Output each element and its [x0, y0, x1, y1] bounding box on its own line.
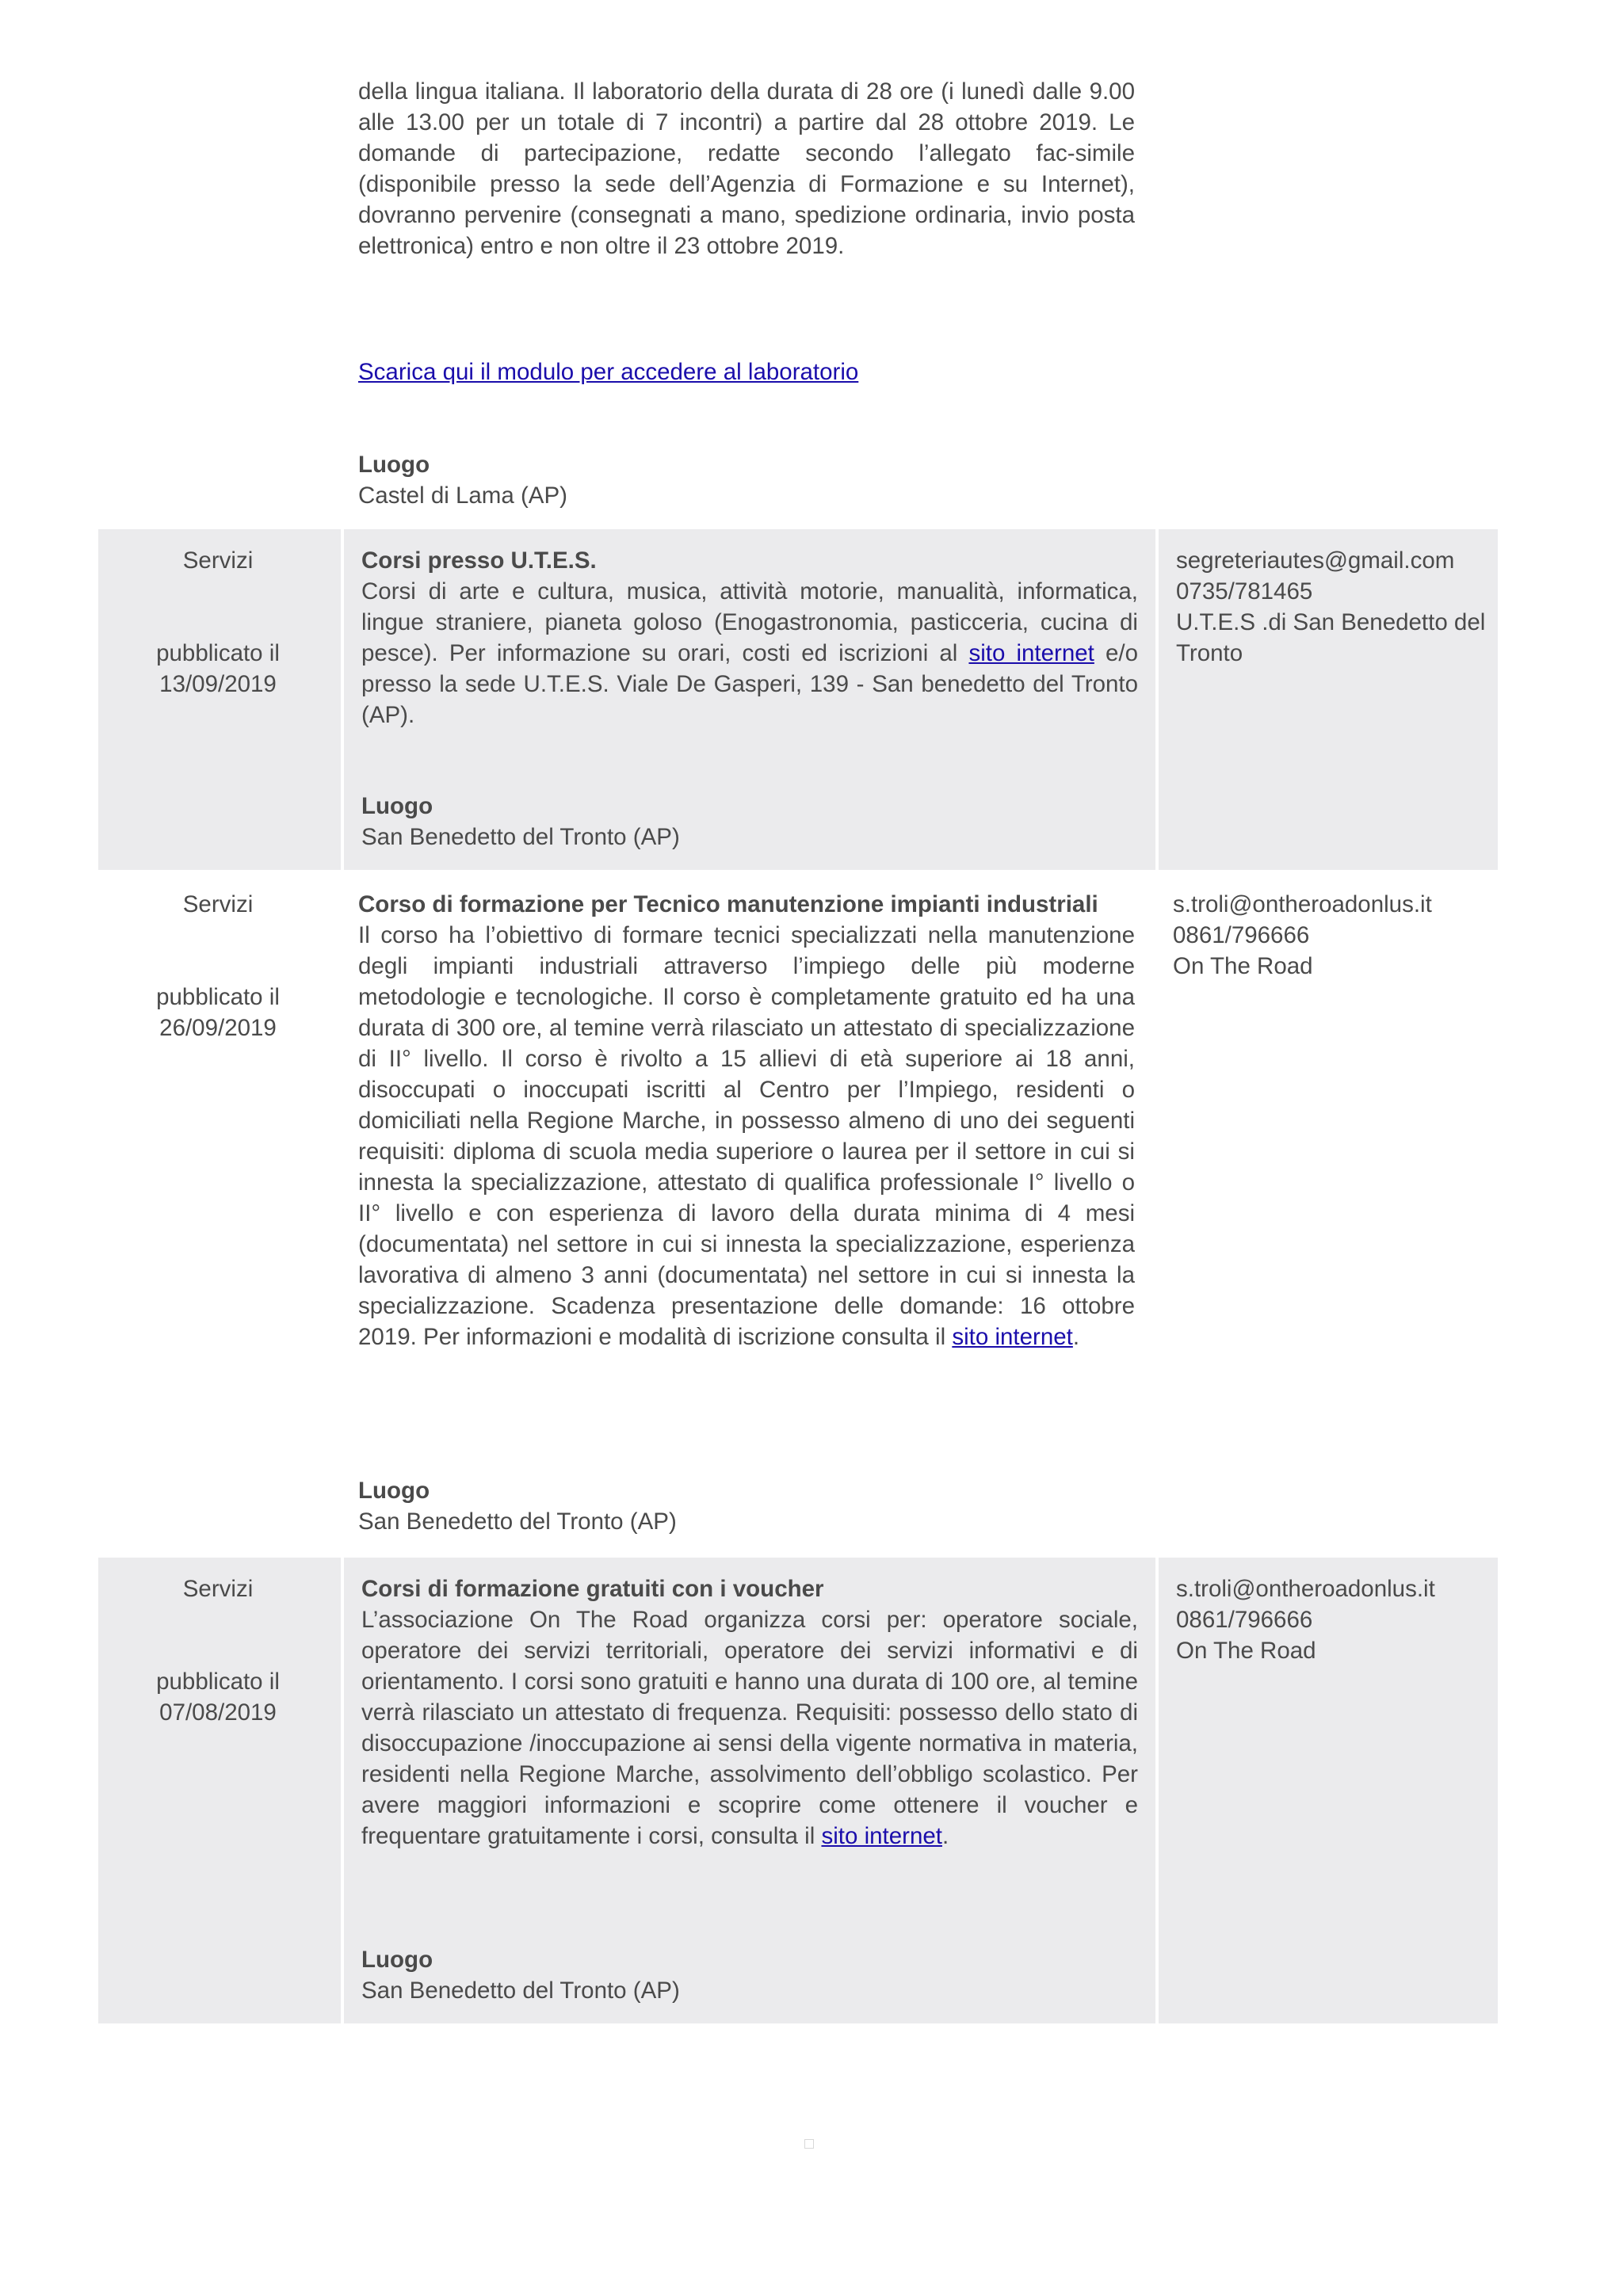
category-label: Servizi [182, 891, 254, 917]
listing-title: Corsi di formazione gratuiti con i voucher [361, 1576, 824, 1602]
category-cell [98, 529, 338, 870]
listing-row [98, 1558, 1498, 2023]
category-cell [98, 873, 338, 1554]
page-marker [804, 2139, 814, 2149]
listing-location [361, 791, 1138, 852]
listing-row [98, 529, 1498, 870]
listing-body: L’associazione On The Road organizza corsi per: operatore sociale, operatore dei servizi territoriali, operatore dei servizi informativi e di orientamento. I corsi sono gratuiti e hanno una durata di 100 ore, al temine verrà rilasciato un attestato di frequenza. Requisiti: possesso dello stato di disoccupazione /inoccupazione ai sensi della vigente normativa in materia, residenti nella Regione Marche, assolvimento dell’obbligo scolastico. Per avere maggiori informazioni e scoprire come ottenere il voucher e frequentare gratuitamente i corsi, consulta il sito internet. [361, 1607, 1138, 1849]
listing-title: Corsi presso U.T.E.S. [361, 547, 597, 574]
contact-org: On The Road [1176, 1638, 1316, 1664]
description-cell [341, 873, 1152, 1554]
contact-org: U.T.E.S .di San Benedetto del Tronto [1176, 609, 1486, 666]
published-label: pubblicato il [156, 984, 280, 1010]
category-cell [98, 1558, 338, 2023]
website-link[interactable]: sito internet [968, 640, 1094, 666]
listing-body: Corsi di arte e cultura, musica, attività motorie, manualità, informatica, lingue straniere, pianeta goloso (Enogastronomia, pasticceria, cucina di pesce). Per informazione su orari, costi ed iscrizioni al sito internet e/o presso la sede U.T.E.S. Viale De Gasperi, 139 - San benedetto del Tronto (AP). [361, 578, 1138, 728]
intro-section [358, 76, 1135, 261]
category-label: Servizi [182, 547, 254, 574]
location-value: San Benedetto del Tronto (AP) [361, 824, 680, 850]
listing-body: Il corso ha l’obiettivo di formare tecnici specializzati nella manutenzione degli impianti industriali attraverso l’impiego delle più moderne metodologie e tecnologiche. Il corso è completamente gratuito ed ha una durata di 300 ore, al temine verrà rilasciato un attestato di specializzazione di II° livello. Il corso è rivolto a 15 allievi di età superiore ai 18 anni, disoccupati o inoccupati iscritti al Centro per l’Impiego, residenti o domiciliati nella Regione Marche, in possesso almeno di uno dei seguenti requisiti: diploma di scuola media superiore o laurea per il settore in cui si innesta la specializzazione, attestato di qualifica professionale I° livello o II° livello e con esperienza di lavoro della durata minima di 4 mesi (documentata) nel settore in cui si innesta la specializzazione, esperienza lavorativa di almeno 3 anni (documentata) nel settore in cui si innesta la specializzazione. Scadenza presentazione delle domande: 16 ottobre 2019. Per informazioni e modalità di iscrizione consulta il sito internet. [358, 922, 1135, 1350]
listing-location [361, 1944, 1138, 2006]
published-date: 07/08/2019 [159, 1699, 277, 1726]
published-label: pubblicato il [156, 640, 280, 666]
website-link[interactable]: sito internet [821, 1823, 942, 1849]
contact-org: On The Road [1173, 953, 1313, 979]
contact-cell [1155, 1558, 1501, 2023]
published-label: pubblicato il [156, 1669, 280, 1695]
location-value: San Benedetto del Tronto (AP) [358, 1508, 677, 1535]
location-label: Luogo [358, 452, 430, 478]
description-cell [341, 529, 1155, 870]
contact-email: s.troli@ontheroadonlus.it [1173, 891, 1432, 917]
listing-row [98, 873, 1498, 1554]
category-label: Servizi [182, 1576, 254, 1602]
contact-cell [1155, 873, 1498, 1554]
download-module-link[interactable]: Scarica qui il modulo per accedere al laboratorio [358, 359, 859, 385]
intro-location [358, 449, 567, 511]
contact-email: s.troli@ontheroadonlus.it [1176, 1576, 1435, 1602]
listing-title: Corso di formazione per Tecnico manutenzione impianti industriali [358, 891, 1098, 917]
published-date: 13/09/2019 [159, 671, 277, 697]
location-value: Castel di Lama (AP) [358, 482, 567, 509]
location-label: Luogo [361, 793, 433, 819]
location-value: San Benedetto del Tronto (AP) [361, 1978, 680, 2004]
contact-phone: 0861/796666 [1173, 922, 1310, 948]
description-cell [341, 1558, 1155, 2023]
website-link[interactable]: sito internet [952, 1324, 1073, 1350]
location-label: Luogo [358, 1478, 430, 1504]
contact-cell [1155, 529, 1501, 870]
contact-phone: 0735/781465 [1176, 578, 1313, 605]
published-date: 26/09/2019 [159, 1015, 277, 1041]
listing-location [358, 1475, 1135, 1537]
intro-paragraph: della lingua italiana. Il laboratorio della durata di 28 ore (i lunedì dalle 9.00 alle 13.00 per un totale di 7 incontri) a partire dal 28 ottobre 2019. Le domande di partecipazione, redatte secondo l’allegato fac-simile (disponibile presso la sede dell’Agenzia di Formazione e su Internet), dovranno pervenire (consegnati a mano, spedizione ordinaria, invio posta elettronica) entro e non oltre il 23 ottobre 2019. [358, 78, 1135, 259]
location-label: Luogo [361, 1947, 433, 1973]
contact-phone: 0861/796666 [1176, 1607, 1313, 1633]
contact-email: segreteriautes@gmail.com [1176, 547, 1455, 574]
